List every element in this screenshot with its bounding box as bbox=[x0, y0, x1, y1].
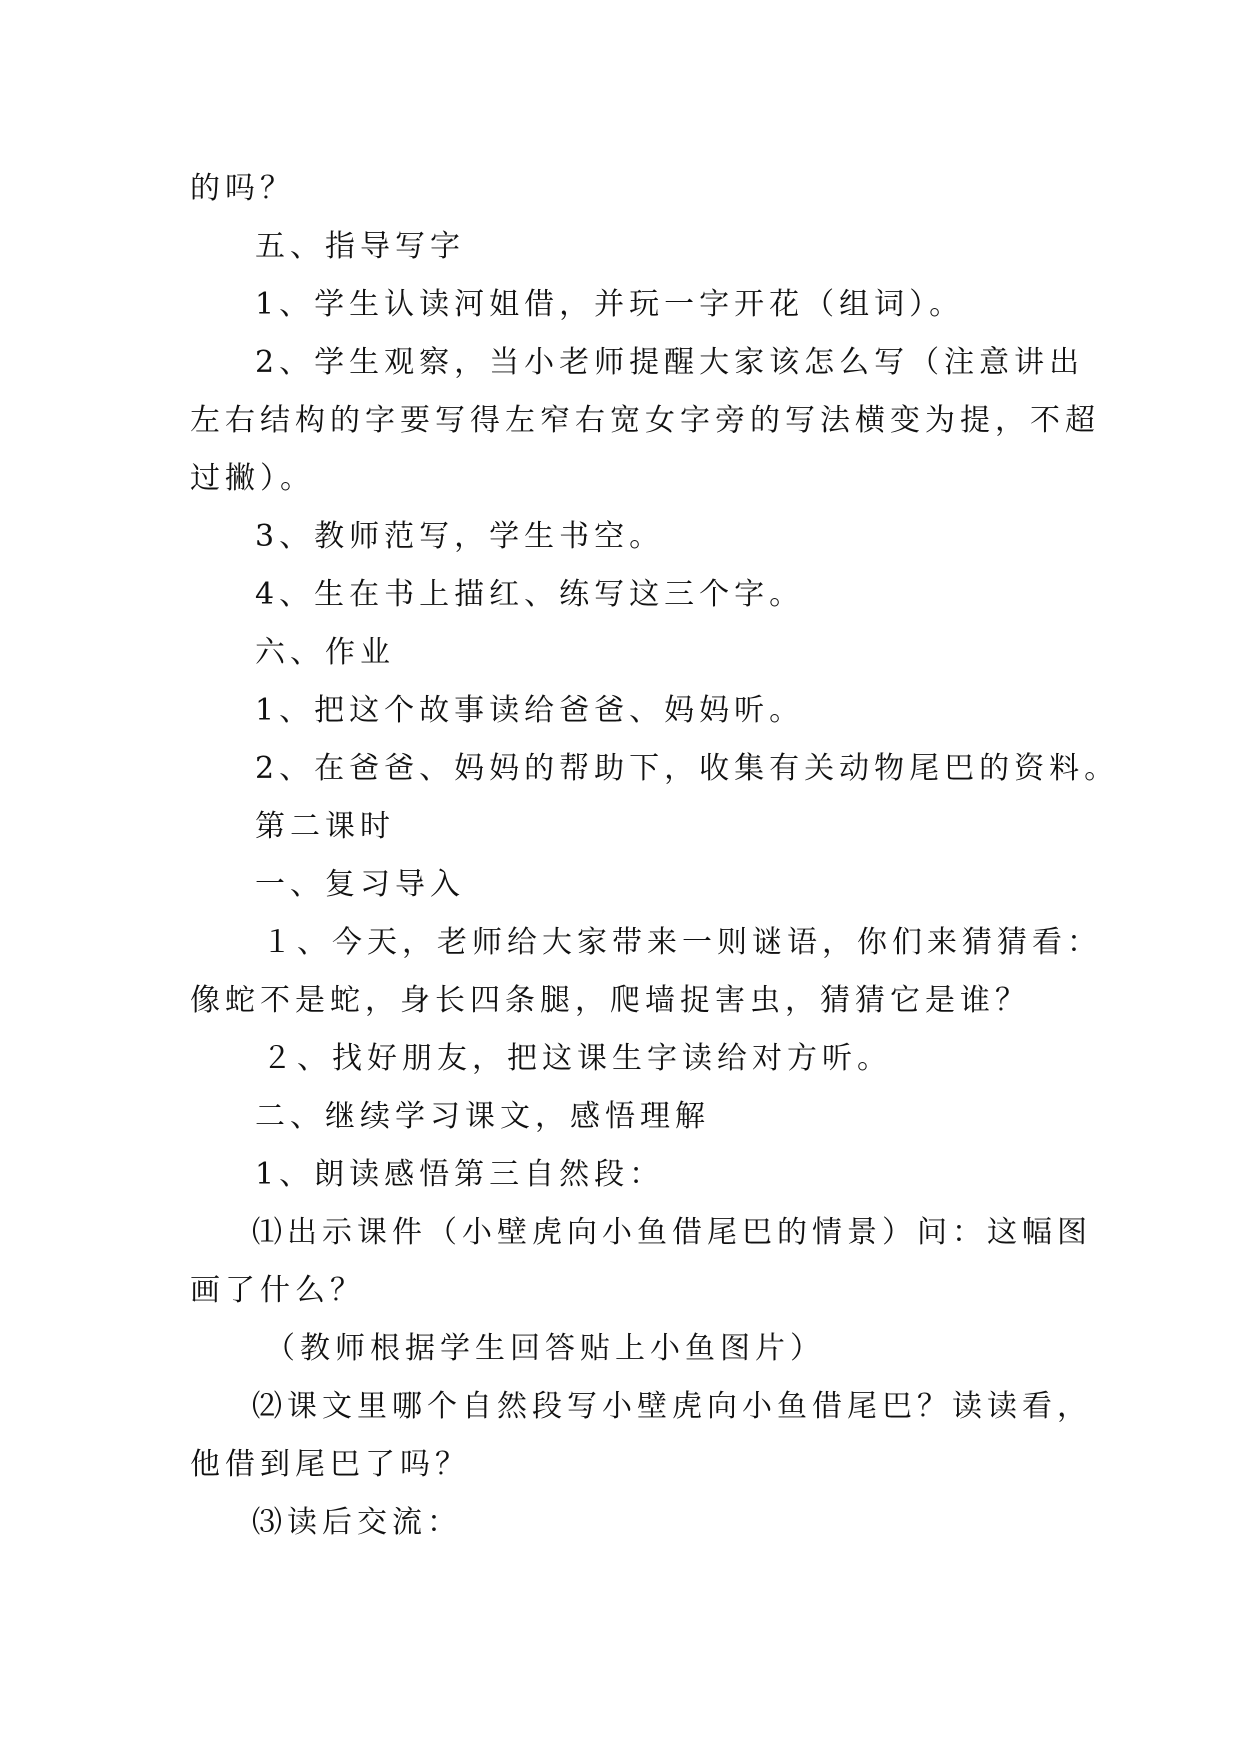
section-heading: 一、复习导入 bbox=[255, 867, 465, 902]
list-item: ２、找好朋友，把这课生字读给对方听。 bbox=[262, 1041, 892, 1076]
text-line: 左右结构的字要写得左窄右宽女字旁的写法横变为提，不超 bbox=[190, 403, 1100, 438]
sub-item: ⑵课文里哪个自然段写小壁虎向小鱼借尾巴？读读看， bbox=[252, 1389, 1092, 1424]
list-item: 4、生在书上描红、练写这三个字。 bbox=[255, 577, 805, 612]
list-item: １、今天，老师给大家带来一则谜语，你们来猜猜看： bbox=[262, 925, 1102, 960]
text-line: 像蛇不是蛇，身长四条腿，爬墙捉害虫，猜猜它是谁？ bbox=[190, 983, 1030, 1018]
list-item: 3、教师范写，学生书空。 bbox=[255, 519, 665, 554]
note-line: （教师根据学生回答贴上小鱼图片） bbox=[265, 1331, 825, 1366]
sub-item: ⑶读后交流： bbox=[252, 1505, 462, 1540]
text-line: 他借到尾巴了吗？ bbox=[190, 1447, 470, 1482]
document-body bbox=[190, 160, 1120, 1552]
text-line: 过撇）。 bbox=[190, 461, 315, 496]
text-line: 的吗？ bbox=[190, 171, 295, 206]
list-item: 2、学生观察，当小老师提醒大家该怎么写（注意讲出 bbox=[255, 345, 1085, 380]
list-item: 2、在爸爸、妈妈的帮助下，收集有关动物尾巴的资料。 bbox=[255, 751, 1120, 786]
list-item: 1、学生认读河姐借，并玩一字开花（组词）。 bbox=[255, 287, 965, 322]
lesson-heading: 第二课时 bbox=[255, 809, 395, 844]
section-heading: 五、指导写字 bbox=[255, 229, 465, 264]
section-heading: 六、作业 bbox=[255, 635, 395, 670]
sub-item: ⑴出示课件（小壁虎向小鱼借尾巴的情景）问：这幅图 bbox=[252, 1215, 1092, 1250]
list-item: 1、朗读感悟第三自然段： bbox=[255, 1157, 665, 1192]
text-line: 画了什么？ bbox=[190, 1273, 365, 1308]
section-heading: 二、继续学习课文，感悟理解 bbox=[255, 1099, 710, 1134]
list-item: 1、把这个故事读给爸爸、妈妈听。 bbox=[255, 693, 805, 728]
